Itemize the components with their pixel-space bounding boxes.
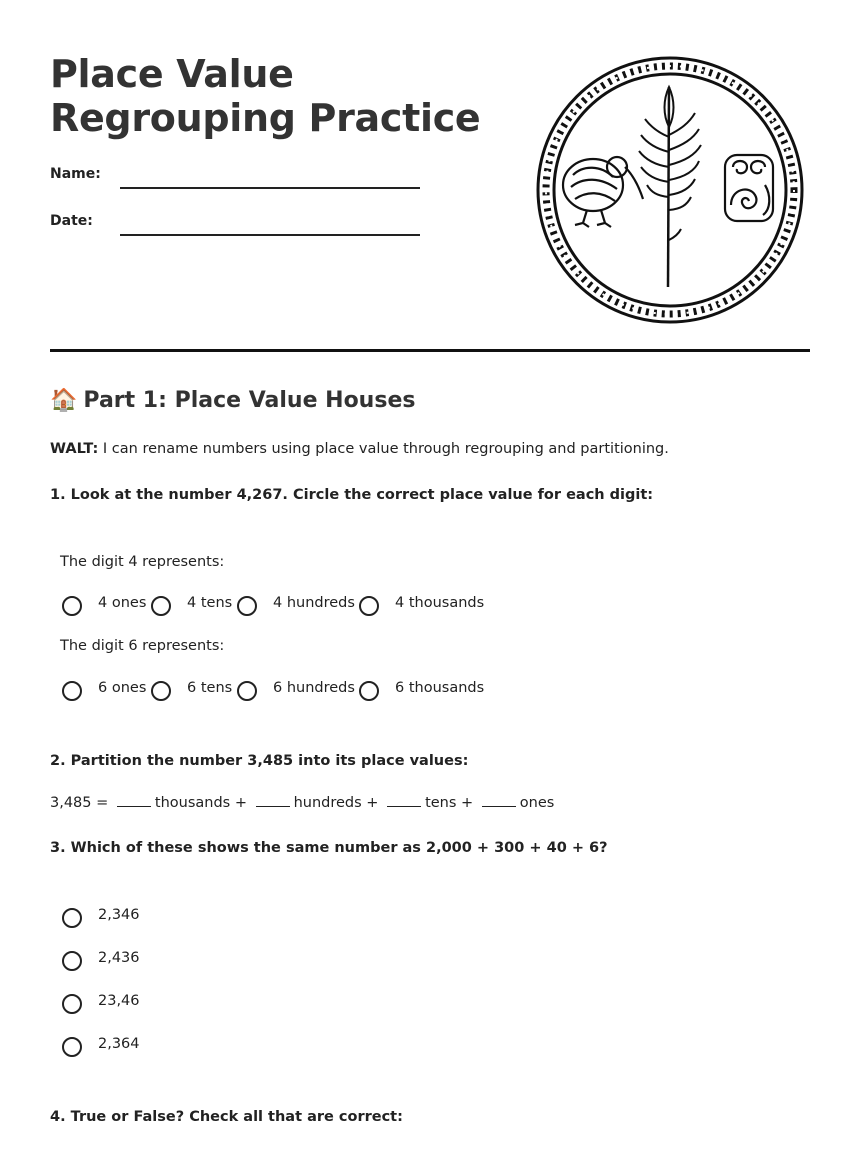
q2-partition-line bbox=[50, 794, 554, 811]
q1-g1-option-2-label: 4 tens bbox=[187, 595, 233, 611]
date-label: Date: bbox=[50, 213, 93, 229]
q1-g1-option-4-label: 4 thousands bbox=[395, 595, 485, 611]
q3-option-1-radio[interactable] bbox=[62, 908, 82, 928]
q3-option-4-label: 2,364 bbox=[98, 1036, 140, 1052]
q2-part-ones: ones bbox=[519, 795, 555, 811]
q1-group-1-label: The digit 4 represents: bbox=[60, 554, 225, 570]
q1-g2-option-3-radio[interactable] bbox=[237, 681, 257, 701]
q1-g2-option-4-radio[interactable] bbox=[359, 681, 379, 701]
part1-heading: 🏠 Part 1: Place Value Houses bbox=[50, 388, 416, 413]
kiwi-fern-emblem-icon bbox=[535, 55, 805, 325]
q3-option-2-label: 2,436 bbox=[98, 950, 140, 966]
q1-g2-option-3-label: 6 hundreds bbox=[273, 680, 355, 696]
q1-g2-option-2-label: 6 tens bbox=[187, 680, 233, 696]
q2-hundreds-blank[interactable] bbox=[256, 794, 290, 807]
q1-group-2-label: The digit 6 represents: bbox=[60, 638, 225, 654]
q3-option-3-label: 23,46 bbox=[98, 993, 140, 1009]
q2-thousands-blank[interactable] bbox=[117, 794, 151, 807]
q2-lead: 3,485 = bbox=[50, 795, 109, 811]
q1-g1-option-3-label: 4 hundreds bbox=[273, 595, 355, 611]
q1-g2-option-4-label: 6 thousands bbox=[395, 680, 485, 696]
q3-option-2-radio[interactable] bbox=[62, 951, 82, 971]
question-1-prompt: 1. Look at the number 4,267. Circle the correct place value for each digit: bbox=[50, 487, 654, 503]
q3-option-1-label: 2,346 bbox=[98, 907, 140, 923]
q3-option-4-radio[interactable] bbox=[62, 1037, 82, 1057]
name-label: Name: bbox=[50, 166, 101, 182]
q2-tens-blank[interactable] bbox=[387, 794, 421, 807]
q1-g2-option-2-radio[interactable] bbox=[151, 681, 171, 701]
q1-g2-option-1-radio[interactable] bbox=[62, 681, 82, 701]
walt-statement: WALT: I can rename numbers using place value through regrouping and partitioning. bbox=[50, 441, 669, 457]
question-2-prompt: 2. Partition the number 3,485 into its place values: bbox=[50, 753, 469, 769]
question-3-prompt: 3. Which of these shows the same number as 2,000 + 300 + 40 + 6? bbox=[50, 840, 608, 856]
date-field[interactable] bbox=[120, 234, 420, 236]
q3-option-3-radio[interactable] bbox=[62, 994, 82, 1014]
q1-g1-option-1-radio[interactable] bbox=[62, 596, 82, 616]
house-icon: 🏠 bbox=[50, 388, 78, 413]
name-field[interactable] bbox=[120, 187, 420, 189]
q1-g1-option-3-radio[interactable] bbox=[237, 596, 257, 616]
header-divider bbox=[50, 349, 810, 352]
q2-ones-blank[interactable] bbox=[482, 794, 516, 807]
q2-part-thousands: thousands + bbox=[154, 795, 247, 811]
q1-g2-option-1-label: 6 ones bbox=[98, 680, 147, 696]
q2-part-hundreds: hundreds + bbox=[293, 795, 379, 811]
q2-part-tens: tens + bbox=[425, 795, 474, 811]
question-4-prompt: 4. True or False? Check all that are correct: bbox=[50, 1109, 403, 1125]
q1-g1-option-2-radio[interactable] bbox=[151, 596, 171, 616]
q1-g1-option-1-label: 4 ones bbox=[98, 595, 147, 611]
q1-g1-option-4-radio[interactable] bbox=[359, 596, 379, 616]
worksheet-title: Place Value Regrouping Practice bbox=[50, 52, 481, 140]
